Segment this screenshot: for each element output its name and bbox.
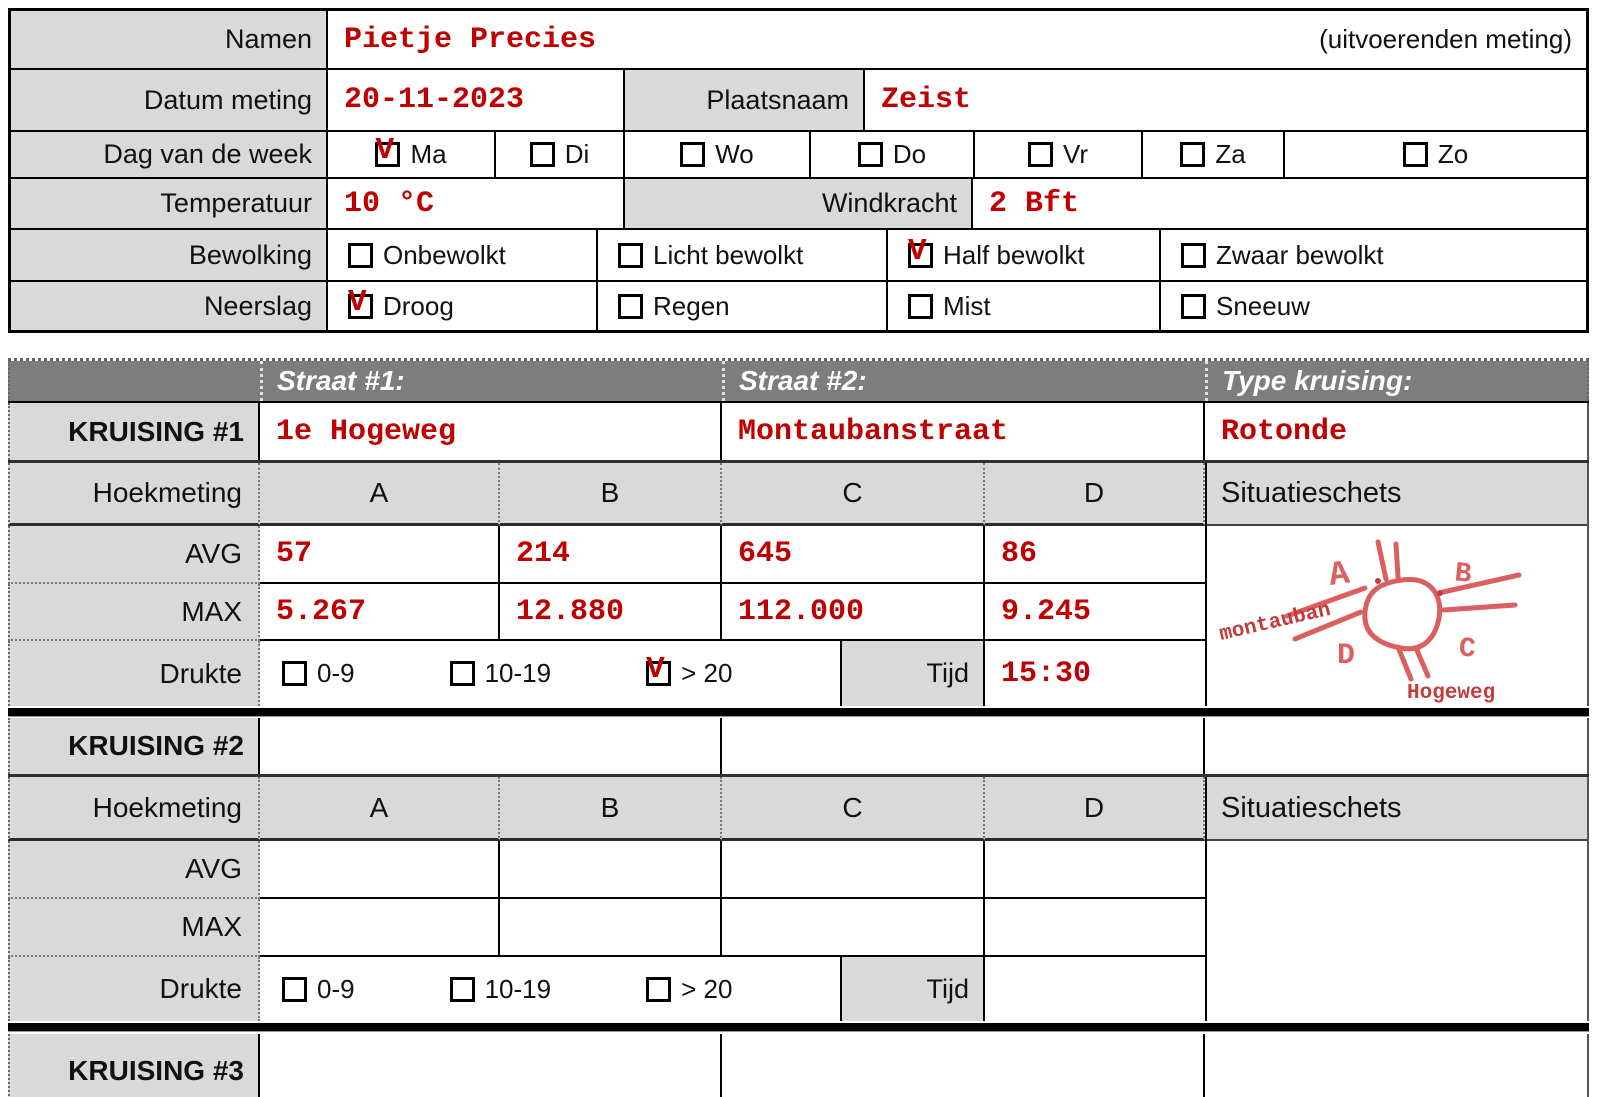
temperatuur-row xyxy=(11,179,1586,230)
road-top-line1 xyxy=(1378,542,1386,579)
checkbox-half-bewolkt[interactable] xyxy=(908,233,933,269)
kruising2-type-field[interactable] xyxy=(1205,718,1589,774)
max-b-value: 12.880 xyxy=(516,594,625,629)
kruising1-type-field[interactable] xyxy=(1205,403,1589,460)
option-label: Onbewolkt xyxy=(383,239,506,270)
checkbox-onbewolkt[interactable] xyxy=(348,243,373,268)
checkbox-drukte-10-19[interactable] xyxy=(450,661,475,686)
avg-label: AVG xyxy=(8,841,260,899)
kruising1-type: Rotonde xyxy=(1221,414,1348,449)
drukte-opt-label: 0-9 xyxy=(317,658,355,688)
datum-label: Datum meting xyxy=(11,70,328,130)
header-type-kruising: Type kruising: xyxy=(1205,361,1589,401)
namen-label: Namen xyxy=(11,11,328,68)
neerslag-label: Neerslag xyxy=(11,282,328,330)
windkracht-label: Windkracht xyxy=(625,179,973,228)
roundabout-sketch xyxy=(1207,526,1591,706)
road-bottom-line2 xyxy=(1416,648,1428,676)
checkbox-licht-bewolkt[interactable] xyxy=(618,243,643,268)
kruising1-drukte-options xyxy=(260,641,842,706)
kruising1-avg-row xyxy=(8,526,1205,584)
drukte-opt-label: > 20 xyxy=(681,658,733,688)
section-divider xyxy=(8,1021,1589,1034)
hoek-col-d: D xyxy=(985,777,1205,841)
dag-row xyxy=(11,132,1586,179)
namen-row xyxy=(11,11,1586,70)
day-option-za xyxy=(1143,132,1285,177)
check-mark-icon: V xyxy=(908,233,927,269)
temperatuur-label: Temperatuur xyxy=(11,179,328,228)
checkbox-wo[interactable] xyxy=(680,142,705,167)
meting-note: (uitvoerenden meting) xyxy=(1319,24,1572,54)
namen-value-field[interactable] xyxy=(328,11,1586,68)
avg-c-field[interactable] xyxy=(722,841,985,899)
temperatuur-value-field[interactable] xyxy=(328,179,625,228)
day-option-wo xyxy=(625,132,811,177)
drukte-opt-label: 10-19 xyxy=(484,973,552,1004)
namen-value: Pietje Precies xyxy=(344,22,597,57)
plaatsnaam-value-field[interactable] xyxy=(865,70,1586,130)
option-label: Zwaar bewolkt xyxy=(1216,239,1384,270)
hoekmeting-label: Hoekmeting xyxy=(8,463,260,526)
neerslag-option-droog xyxy=(328,282,598,330)
roundabout-circle xyxy=(1365,579,1440,648)
kruising1-straat1-field[interactable] xyxy=(260,403,722,460)
checkbox-zwaar-bewolkt[interactable] xyxy=(1181,243,1206,268)
check-mark-icon: V xyxy=(348,284,367,320)
kruising1-straat1: 1e Hogeweg xyxy=(276,414,457,449)
checkbox-drukte-10-19[interactable] xyxy=(450,977,475,1002)
hoek-col-c: C xyxy=(722,777,985,841)
kruising3-straat2-field[interactable] xyxy=(722,1034,1205,1097)
sketch-label-d: D xyxy=(1337,639,1356,673)
kruising1-straat2-field[interactable] xyxy=(722,403,1205,460)
checkbox-mist[interactable] xyxy=(908,294,933,319)
max-a-value: 5.267 xyxy=(276,594,367,629)
check-mark-icon: V xyxy=(646,652,665,687)
road-right-line2 xyxy=(1444,605,1515,610)
kruising3-straat1-field[interactable] xyxy=(260,1034,722,1097)
avg-label: AVG xyxy=(8,526,260,584)
checkbox-droog[interactable] xyxy=(348,284,373,320)
avg-a-value: 57 xyxy=(276,537,313,571)
kruising2-straat2-field[interactable] xyxy=(722,718,1205,774)
max-label: MAX xyxy=(8,899,260,957)
kruising3-title-row xyxy=(8,1034,1589,1097)
datum-row xyxy=(11,70,1586,132)
tijd-label: Tijd xyxy=(842,641,985,706)
day-label-ma: Ma xyxy=(410,139,447,169)
neerslag-option-regen xyxy=(598,282,888,330)
hoek-col-d: D xyxy=(985,463,1205,526)
kruising1-straat2: Montaubanstraat xyxy=(738,414,1009,449)
kruising1-sketch-area[interactable] xyxy=(1207,526,1587,706)
avg-c-value: 645 xyxy=(738,537,793,571)
day-label-wo: Wo xyxy=(715,139,754,169)
plaatsnaam-label: Plaatsnaam xyxy=(625,70,865,130)
kruising1-max-row xyxy=(8,584,1205,641)
max-a-field[interactable] xyxy=(260,899,500,957)
avg-c-field[interactable] xyxy=(722,526,985,584)
kruising2-title-row xyxy=(8,718,1589,777)
checkbox-sneeuw[interactable] xyxy=(1181,294,1206,319)
option-label: Droog xyxy=(383,290,454,321)
drukte-opt-label: 0-9 xyxy=(317,973,355,1004)
day-label-za: Za xyxy=(1215,139,1246,169)
kruising1-drukte-row xyxy=(8,641,1205,706)
kruising1-tijd-field[interactable] xyxy=(985,641,1205,706)
checkbox-drukte-20plus[interactable] xyxy=(646,977,671,1002)
sketch-label-a: A xyxy=(1326,555,1352,596)
max-c-value: 112.000 xyxy=(738,594,865,629)
option-label: Mist xyxy=(943,290,991,321)
kruising2-label: KRUISING #2 xyxy=(8,718,260,774)
avg-b-value: 214 xyxy=(516,537,571,571)
situatieschets-label: Situatieschets xyxy=(1207,463,1587,526)
situatieschets-label: Situatieschets xyxy=(1207,777,1587,841)
max-a-field[interactable] xyxy=(260,584,500,641)
header-spacer xyxy=(8,361,260,401)
day-label-do: Do xyxy=(892,139,927,169)
bewolking-option-onbewolkt xyxy=(328,230,598,280)
drukte-label: Drukte xyxy=(8,957,260,1021)
checkbox-za[interactable] xyxy=(1180,142,1205,167)
kruising1-block xyxy=(8,463,1589,706)
day-option-zo xyxy=(1285,132,1586,177)
max-d-field[interactable] xyxy=(985,899,1205,957)
day-option-di xyxy=(496,132,625,177)
sketch-dot xyxy=(1375,578,1381,584)
datum-value: 20-11-2023 xyxy=(344,83,525,117)
avg-d-field[interactable] xyxy=(985,841,1205,899)
plaatsnaam-value: Zeist xyxy=(881,83,972,117)
kruising2-block xyxy=(8,777,1589,1021)
day-option-ma xyxy=(328,132,496,177)
sketch-label-b: B xyxy=(1453,558,1474,591)
road-top-line2 xyxy=(1396,544,1398,577)
day-option-do xyxy=(811,132,975,177)
kruising1-tijd-value: 15:30 xyxy=(1001,656,1092,691)
option-label: Licht bewolkt xyxy=(653,239,804,270)
neerslag-row xyxy=(11,282,1586,330)
kruising1-title-row xyxy=(8,403,1589,463)
sketch-street-montauban: montauban xyxy=(1217,598,1334,647)
kruising3-type-field[interactable] xyxy=(1205,1034,1589,1097)
avg-b-field[interactable] xyxy=(500,841,722,899)
kruising-table xyxy=(8,358,1589,1097)
day-label-zo: Zo xyxy=(1437,139,1469,169)
kruising2-hoekmeting-row xyxy=(8,777,1205,841)
drukte-label: Drukte xyxy=(8,641,260,706)
checkbox-drukte-0-9[interactable] xyxy=(282,661,307,686)
day-label-vr: Vr xyxy=(1062,139,1089,169)
checkbox-di[interactable] xyxy=(530,142,555,167)
max-c-field[interactable] xyxy=(722,584,985,641)
dag-label: Dag van de week xyxy=(11,132,328,177)
avg-a-field[interactable] xyxy=(260,841,500,899)
kruising-table-header xyxy=(8,358,1589,403)
max-d-value: 9.245 xyxy=(1001,594,1092,629)
day-label-di: Di xyxy=(564,139,590,169)
road-bottom-line1 xyxy=(1398,647,1411,679)
neerslag-option-sneeuw xyxy=(1161,282,1586,330)
checkbox-vr[interactable] xyxy=(1028,142,1053,167)
day-option-vr xyxy=(975,132,1143,177)
datum-value-field[interactable] xyxy=(328,70,625,130)
kruising2-sketch-area[interactable] xyxy=(1207,841,1587,1021)
max-d-field[interactable] xyxy=(985,584,1205,641)
avg-d-field[interactable] xyxy=(985,526,1205,584)
header-straat2: Straat #2: xyxy=(722,361,1205,401)
kruising1-label: KRUISING #1 xyxy=(8,403,260,460)
drukte-opt-label: > 20 xyxy=(681,973,733,1004)
bewolking-option-licht xyxy=(598,230,888,280)
bewolking-option-zwaar xyxy=(1161,230,1586,280)
sketch-street-hogeweg: Hogeweg xyxy=(1407,682,1496,705)
bewolking-option-half xyxy=(888,230,1161,280)
temperatuur-value: 10 °C xyxy=(344,186,435,221)
header-straat1: Straat #1: xyxy=(260,361,722,401)
kruising2-tijd-field[interactable] xyxy=(985,957,1205,1021)
kruising3-label: KRUISING #3 xyxy=(8,1034,260,1097)
avg-a-field[interactable] xyxy=(260,526,500,584)
max-label: MAX xyxy=(8,584,260,641)
max-b-field[interactable] xyxy=(500,584,722,641)
kruising2-drukte-options xyxy=(260,957,842,1021)
checkbox-do[interactable] xyxy=(858,142,883,167)
checkbox-drukte-20plus[interactable] xyxy=(646,652,671,687)
kruising1-hoekmeting-row xyxy=(8,463,1205,526)
windkracht-value: 2 Bft xyxy=(989,186,1080,221)
sketch-dot xyxy=(1437,590,1443,596)
checkbox-drukte-0-9[interactable] xyxy=(282,977,307,1002)
section-divider xyxy=(8,706,1589,718)
hoek-col-b: B xyxy=(500,463,722,526)
hoekmeting-label: Hoekmeting xyxy=(8,777,260,841)
bewolking-row xyxy=(11,230,1586,282)
option-label: Regen xyxy=(653,290,730,321)
tijd-label: Tijd xyxy=(842,957,985,1021)
hoek-col-a: A xyxy=(260,777,500,841)
avg-d-value: 86 xyxy=(1001,537,1038,571)
option-label: Half bewolkt xyxy=(943,239,1085,270)
checkbox-regen[interactable] xyxy=(618,294,643,319)
checkbox-zo[interactable] xyxy=(1403,142,1428,167)
check-mark-icon: V xyxy=(375,133,395,168)
option-label: Sneeuw xyxy=(1216,290,1310,321)
neerslag-option-mist xyxy=(888,282,1161,330)
kruising2-max-row xyxy=(8,899,1205,957)
hoek-col-a: A xyxy=(260,463,500,526)
kruising2-straat1-field[interactable] xyxy=(260,718,722,774)
kruising2-drukte-row xyxy=(8,957,1205,1021)
hoek-col-b: B xyxy=(500,777,722,841)
max-c-field[interactable] xyxy=(722,899,985,957)
weather-header-table xyxy=(8,8,1589,333)
kruising2-avg-row xyxy=(8,841,1205,899)
bewolking-label: Bewolking xyxy=(11,230,328,280)
drukte-opt-label: 10-19 xyxy=(484,658,552,688)
avg-b-field[interactable] xyxy=(500,526,722,584)
windkracht-value-field[interactable] xyxy=(973,179,1586,228)
hoek-col-c: C xyxy=(722,463,985,526)
checkbox-ma[interactable] xyxy=(375,133,400,168)
max-b-field[interactable] xyxy=(500,899,722,957)
sketch-label-c: C xyxy=(1457,633,1477,666)
